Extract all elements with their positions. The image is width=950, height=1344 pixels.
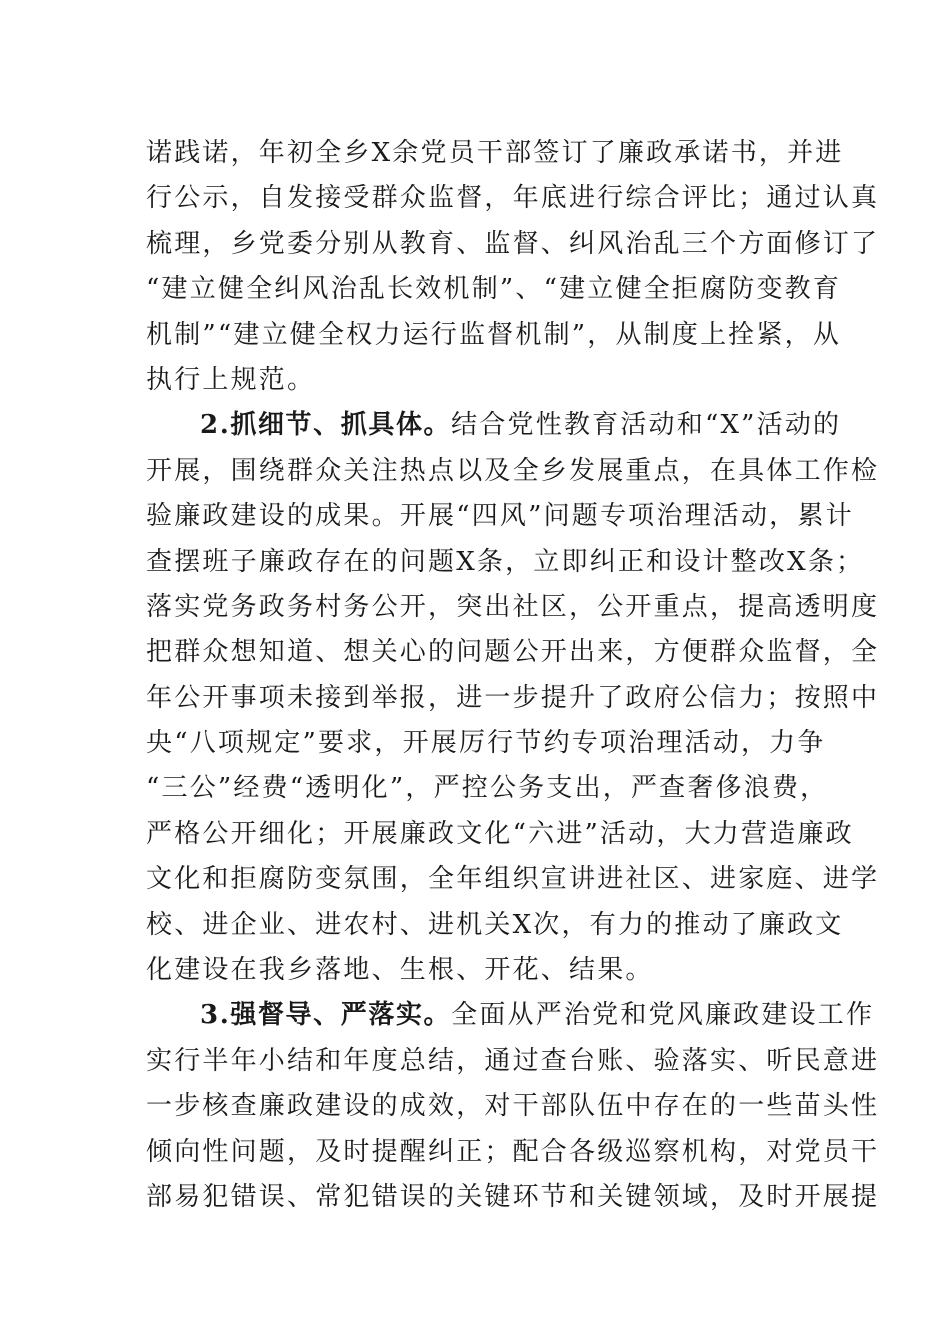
text-line: 校、进企业、进农村、进机关X次，有力的推动了廉政文 (146, 909, 844, 940)
section-heading: 2.抓细节、抓具体。 (200, 410, 452, 441)
paragraph-first-line (146, 403, 842, 448)
text-line: 实行半年小结和年度总结，通过查台账、验落实、听民意进 (146, 1045, 880, 1076)
text-line: 查摆班子廉政存在的问题X条，立即纠正和设计整改X条； (146, 546, 865, 577)
text-line: 把群众想知道、想关心的问题公开出来，方便群众监督，全 (146, 637, 880, 668)
text-line: 部易犯错误、常犯错误的关键环节和关键领域，及时开展提 (146, 1181, 880, 1212)
text-line: 化建设在我乡落地、生根、开花、结果。 (146, 955, 654, 986)
text-line: 严格公开细化；开展廉政文化“六进”活动，大力营造廉政 (146, 818, 854, 849)
paragraph-first-line (146, 993, 875, 1038)
text-line: 开展，围绕群众关注热点以及全乡发展重点，在具体工作检 (146, 455, 880, 486)
text-line: 倾向性问题，及时提醒纠正；配合各级巡察机构，对党员干 (146, 1136, 880, 1167)
text-line: 一步核查廉政建设的成效，对干部队伍中存在的一些苗头性 (146, 1091, 880, 1122)
text-line: 落实党务政务村务公开，突出社区，公开重点，提高透明度 (146, 591, 880, 622)
text-line: 行公示，自发接受群众监督，年底进行综合评比；通过认真 (146, 183, 880, 214)
text-line: 机制”“建立健全权力运行监督机制”，从制度上拴紧，从 (146, 319, 842, 350)
text-line: “三公”经费“透明化”，严控公务支出，严查奢侈浪费， (146, 773, 829, 804)
text-line-rest: 结合党性教育活动和“X”活动的 (451, 410, 842, 441)
text-line: “建立健全纠风治乱长效机制”、“建立健全拒腐防变教育 (146, 274, 842, 305)
text-line: 验廉政建设的成果。开展“四风”问题专项治理活动，累计 (146, 501, 854, 532)
text-line: 文化和拒腐防变氛围，全年组织宣讲进社区、进家庭、进学 (146, 864, 880, 895)
text-line: 诺践诺，年初全乡X余党员干部签订了廉政承诺书，并进 (146, 138, 844, 168)
text-line: 央“八项规定”要求，开展厉行节约专项治理活动，力争 (146, 728, 826, 759)
text-line: 梳理，乡党委分别从教育、监督、纠风治乱三个方面修订了 (146, 228, 880, 259)
text-line-rest: 全面从严治党和党风廉政建设工作 (451, 1000, 875, 1031)
document-body (146, 131, 880, 1220)
section-heading: 3.强督导、严落实。 (200, 1000, 452, 1031)
text-line: 年公开事项未接到举报，进一步提升了政府公信力；按照中 (146, 682, 880, 713)
text-line: 执行上规范。 (146, 364, 316, 395)
